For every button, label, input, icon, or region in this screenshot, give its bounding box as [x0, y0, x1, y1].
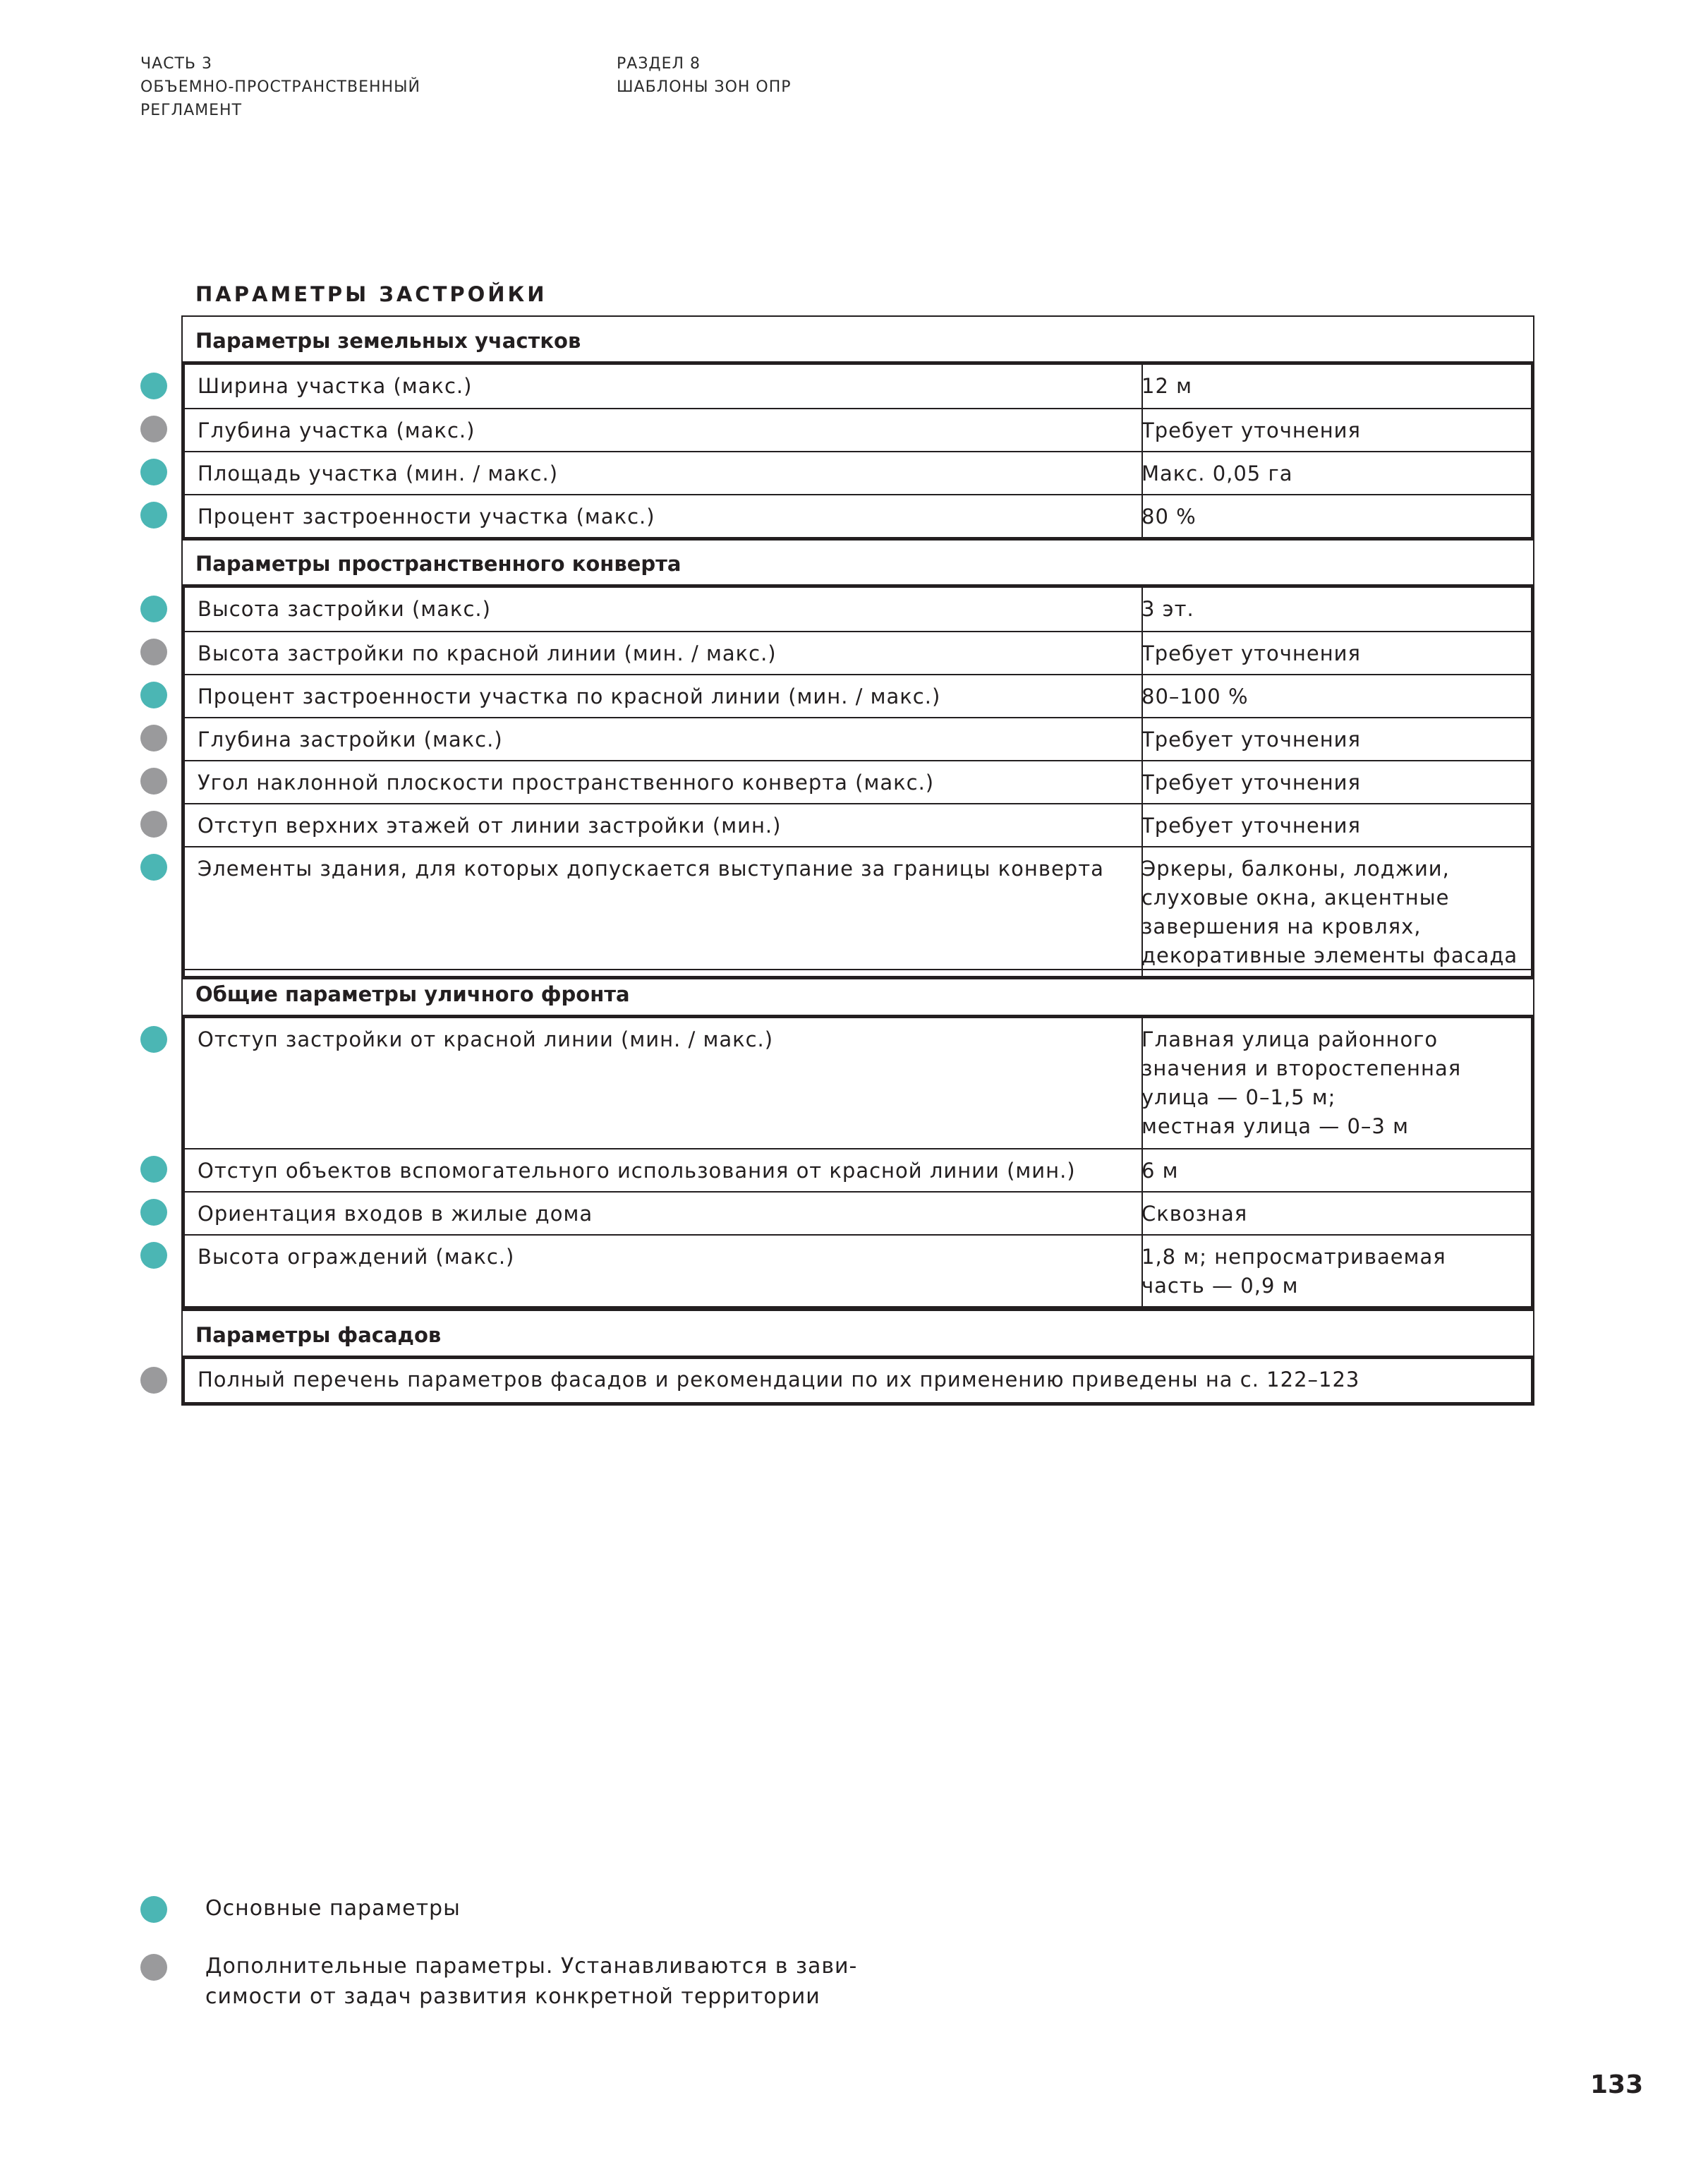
legend-additional-text: Дополнительные параметры. Устанавливаются в зави- симости от задач развития конкретной территории: [205, 1954, 858, 2009]
additional-parameter-marker: [140, 416, 167, 442]
main-parameter-marker: [140, 373, 167, 399]
additional-parameter-marker: [140, 768, 167, 795]
parameter-value: 80–100 %: [1141, 684, 1249, 708]
legend-main-marker: [140, 1896, 167, 1923]
parameter-name: Отступ верхних этажей от линии застройки (мин.): [198, 814, 782, 838]
main-parameter-marker: [140, 459, 167, 485]
additional-parameter-marker: [140, 811, 167, 838]
parameter-value: Требует уточнения: [1141, 771, 1361, 795]
table-row: [185, 674, 1531, 718]
parameter-value: Главная улица районного значения и второстепенная улица — 0–1,5 м; местная улица — 0–3 м: [1141, 1027, 1462, 1138]
table-row: [185, 717, 1531, 761]
header-section-line: РАЗДЕЛ 8: [617, 55, 701, 73]
section-header: Параметры земельных участков: [181, 315, 1534, 365]
main-parameter-marker: [140, 502, 167, 529]
parameter-note: Полный перечень параметров фасадов и рекомендации по их применению приведены на с. 122–123: [198, 1368, 1360, 1392]
parameter-value: 12 м: [1141, 374, 1192, 398]
parameter-value: 6 м: [1141, 1159, 1179, 1183]
table-row: [185, 588, 1531, 631]
parameter-value: 80 %: [1141, 505, 1197, 529]
parameter-name: Высота застройки (макс.): [198, 597, 491, 621]
legend-main-text: Основные параметры: [205, 1896, 461, 1921]
table-row: [185, 1191, 1531, 1236]
parameter-name: Процент застроенности участка (макс.): [198, 505, 655, 529]
main-parameter-marker: [140, 1156, 167, 1183]
header-part-line: ОБЪЕМНО-ПРОСТРАНСТВЕННЫЙ: [140, 78, 420, 96]
table-row: [185, 1018, 1531, 1148]
parameter-value: Требует уточнения: [1141, 418, 1361, 442]
table-row: [185, 451, 1531, 495]
main-parameter-marker: [140, 1242, 167, 1269]
parameter-name: Площадь участка (мин. / макс.): [198, 461, 559, 485]
section-rows: [181, 584, 1534, 979]
parameter-value: Эркеры, балконы, лоджии, слуховые окна, акцентные завершения на кровлях, декоративные элементы фасада: [1141, 857, 1518, 967]
parameter-name: Элементы здания, для которых допускается выступание за границы конверта: [198, 857, 1104, 881]
parameter-name: Глубина застройки (макс.): [198, 728, 503, 751]
header-part-line: ЧАСТЬ 3: [140, 55, 213, 73]
main-parameter-marker: [140, 596, 167, 622]
main-parameter-marker: [140, 682, 167, 708]
parameter-value: Требует уточнения: [1141, 641, 1361, 665]
table-row: [185, 408, 1531, 452]
legend-additional-marker: [140, 1954, 167, 1981]
page-number: 133: [1590, 2070, 1644, 2099]
table-row: [185, 494, 1531, 538]
parameter-value: 1,8 м; непросматриваемая часть — 0,9 м: [1141, 1245, 1446, 1298]
parameter-name: Отступ объектов вспомогательного использования от красной линии (мин.): [198, 1159, 1076, 1183]
section-rows: [181, 1015, 1534, 1310]
parameter-name: Глубина участка (макс.): [198, 418, 476, 442]
table-row: [185, 846, 1531, 977]
parameter-value: Макс. 0,05 га: [1141, 461, 1293, 485]
parameter-name: Угол наклонной плоскости пространственного конверта (макс.): [198, 771, 935, 795]
additional-parameter-marker: [140, 1367, 167, 1394]
section-rows: [181, 1356, 1534, 1406]
parameter-value: 3 эт.: [1141, 597, 1194, 621]
main-parameter-marker: [140, 1199, 167, 1226]
page-title: ПАРАМЕТРЫ ЗАСТРОЙКИ: [195, 282, 547, 306]
header-part-line: РЕГЛАМЕНТ: [140, 102, 243, 119]
parameter-value: Сквозная: [1141, 1202, 1248, 1226]
section-header: Общие параметры уличного фронта: [181, 969, 1534, 1018]
parameter-value: Требует уточнения: [1141, 814, 1361, 838]
additional-parameter-marker: [140, 639, 167, 665]
parameter-name: Ширина участка (макс.): [198, 374, 473, 398]
section-rows: [181, 361, 1534, 541]
table-row: [185, 365, 1531, 408]
parameter-name: Процент застроенности участка по красной линии (мин. / макс.): [198, 684, 941, 708]
section-header: Параметры пространственного конверта: [181, 538, 1534, 588]
table-row: [185, 1359, 1531, 1402]
table-row: [185, 760, 1531, 804]
header-section-line: ШАБЛОНЫ ЗОН ОПР: [617, 78, 792, 96]
additional-parameter-marker: [140, 725, 167, 751]
main-parameter-marker: [140, 854, 167, 881]
parameter-name: Высота ограждений (макс.): [198, 1245, 515, 1269]
section-header: Параметры фасадов: [181, 1310, 1534, 1359]
table-row: [185, 631, 1531, 675]
parameter-value: Требует уточнения: [1141, 728, 1361, 751]
table-row: [185, 1234, 1531, 1308]
main-parameter-marker: [140, 1026, 167, 1053]
table-row: [185, 1148, 1531, 1193]
table-row: [185, 803, 1531, 847]
parameter-name: Отступ застройки от красной линии (мин. / макс.): [198, 1027, 774, 1051]
parameter-name: Высота застройки по красной линии (мин. / макс.): [198, 641, 777, 665]
parameter-name: Ориентация входов в жилые дома: [198, 1202, 593, 1226]
